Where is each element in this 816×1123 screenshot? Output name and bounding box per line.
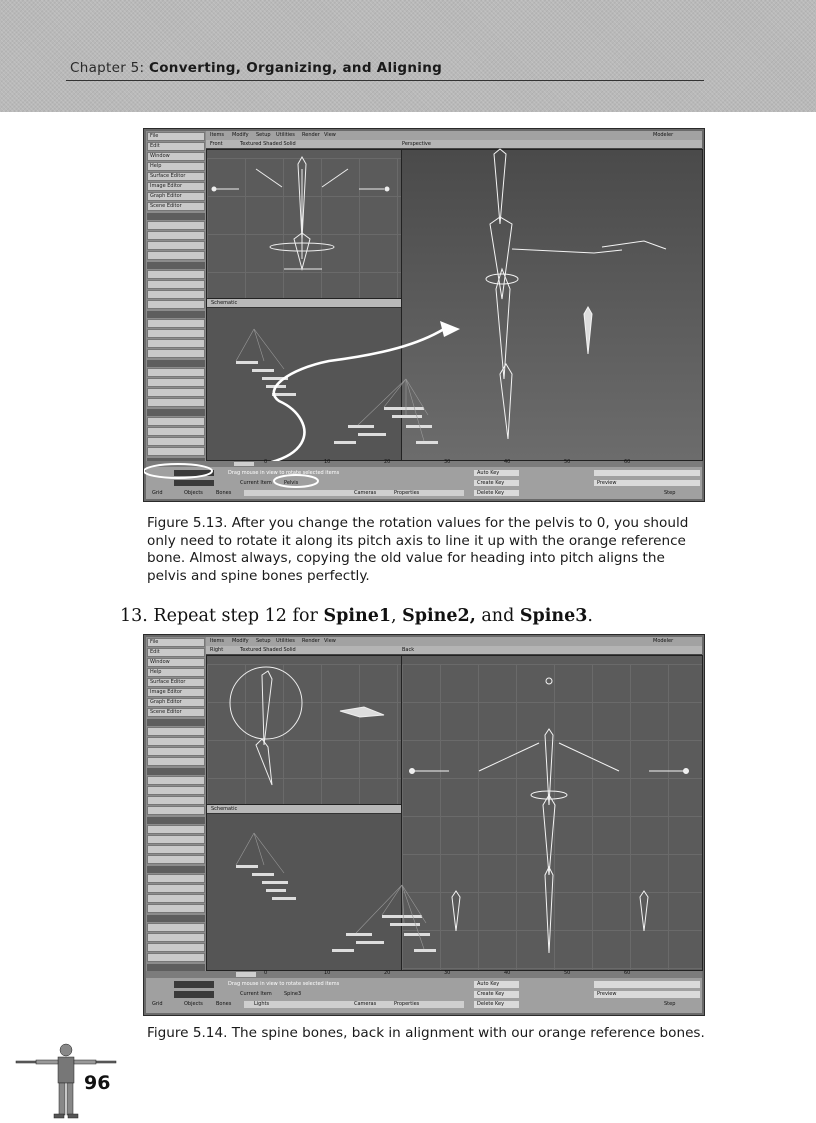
step-sep: ,: [391, 606, 403, 626]
tab-items: Items: [210, 638, 224, 644]
preview-button[interactable]: Preview: [597, 991, 617, 997]
tick-50: 50: [564, 970, 571, 976]
sidebar-image-editor: Image Editor: [147, 182, 205, 191]
sidebar-edit: Edit: [147, 648, 205, 657]
header-rule: [66, 80, 704, 81]
figure-5-13-screenshot: [143, 128, 705, 502]
tick-30: 30: [444, 459, 451, 465]
current-item-value[interactable]: Spine3: [284, 991, 302, 997]
tab-render: Render: [302, 132, 320, 138]
tab-modify: Modify: [232, 638, 249, 644]
tab-setup: Setup: [256, 638, 271, 644]
auto-key-button[interactable]: Auto Key: [477, 981, 500, 987]
sidebar-scene-editor: Scene Editor: [147, 202, 205, 211]
properties-button[interactable]: Properties: [394, 490, 420, 496]
modeler-label: Modeler: [653, 638, 674, 644]
step-field: Step: [664, 490, 676, 496]
objects-button[interactable]: Objects: [184, 490, 203, 496]
step-end: .: [587, 606, 593, 626]
sidebar-window: Window: [147, 152, 205, 161]
current-item-label: Current Item: [240, 991, 272, 997]
figure-5-14-artwork: [144, 635, 704, 1015]
delete-key-button[interactable]: Delete Key: [477, 1001, 505, 1007]
tick-50: 50: [564, 459, 571, 465]
create-key-button[interactable]: Create Key: [477, 991, 505, 997]
tick-60: 60: [624, 970, 631, 976]
schematic-label: Schematic: [211, 806, 238, 812]
sidebar-file: File: [147, 132, 205, 141]
cameras-button[interactable]: Cameras: [354, 1001, 377, 1007]
sidebar-scene-editor: Scene Editor: [147, 708, 205, 717]
tick-0: 0: [264, 970, 268, 976]
sidebar-graph-editor: Graph Editor: [147, 698, 205, 707]
schematic-label: Schematic: [211, 300, 238, 306]
tab-render: Render: [302, 638, 320, 644]
bones-button[interactable]: Bones: [216, 490, 232, 496]
properties-button[interactable]: Properties: [394, 1001, 420, 1007]
sidebar-window: Window: [147, 658, 205, 667]
tick-40: 40: [504, 459, 511, 465]
chapter-title: Converting, Organizing, and Aligning: [149, 60, 443, 76]
chapter-header-band: [0, 0, 816, 112]
tick-30: 30: [444, 970, 451, 976]
status-text: Drag mouse in view to rotate selected items: [228, 470, 340, 476]
tab-view: View: [324, 132, 336, 138]
sidebar-image-editor: Image Editor: [147, 688, 205, 697]
step-bone-2: Spine2,: [402, 606, 476, 626]
tick-20: 20: [384, 970, 391, 976]
grid-label: Grid: [152, 1001, 163, 1007]
tab-setup: Setup: [256, 132, 271, 138]
page-number: 96: [84, 1072, 111, 1094]
figure-5-14-screenshot: [143, 634, 705, 1016]
modeler-label: Modeler: [653, 132, 674, 138]
shaded-label: Textured Shaded Solid: [240, 647, 296, 653]
figure-5-13-artwork: [144, 129, 704, 501]
tick-10: 10: [324, 459, 331, 465]
view-back-label: Back: [402, 647, 415, 653]
tab-utilities: Utilities: [276, 132, 295, 138]
figure-5-14-caption: Figure 5.14. The spine bones, back in alignment with our orange reference bones.: [147, 1025, 705, 1041]
sidebar-help: Help: [147, 668, 205, 677]
step-text-pre: Repeat step 12 for: [153, 606, 324, 626]
cameras-button[interactable]: Cameras: [354, 490, 377, 496]
step-bone-1: Spine1: [323, 606, 392, 626]
tab-utilities: Utilities: [276, 638, 295, 644]
objects-button[interactable]: Objects: [184, 1001, 203, 1007]
chapter-prefix: Chapter 5:: [70, 60, 149, 76]
sidebar-edit: Edit: [147, 142, 205, 151]
tick-0: 0: [264, 459, 268, 465]
sidebar-graph-editor: Graph Editor: [147, 192, 205, 201]
delete-key-button[interactable]: Delete Key: [477, 490, 505, 496]
tick-20: 20: [384, 459, 391, 465]
step-mid: and: [475, 606, 520, 626]
tab-view: View: [324, 638, 336, 644]
shaded-label: Textured Shaded Solid: [240, 141, 296, 147]
sidebar-help: Help: [147, 162, 205, 171]
step-field: Step: [664, 1001, 676, 1007]
tick-10: 10: [324, 970, 331, 976]
bones-button[interactable]: Bones: [216, 1001, 232, 1007]
step-bone-3: Spine3: [519, 606, 588, 626]
create-key-button[interactable]: Create Key: [477, 480, 505, 486]
current-item-label: Current Item: [240, 480, 272, 486]
figure-5-13-caption: Figure 5.13. After you change the rotation values for the pelvis to 0, you should only need to rotate it along its pitch axis to line it up with the orange reference bone. Almost always, copying the old value for heading into pitch aligns the pelvis and spine bones perfectly.: [147, 515, 689, 584]
tick-60: 60: [624, 459, 631, 465]
preview-button[interactable]: Preview: [597, 480, 617, 486]
sidebar-file: File: [147, 638, 205, 647]
tick-40: 40: [504, 970, 511, 976]
step-number: 13.: [120, 606, 148, 626]
view-perspective-label: Perspective: [402, 141, 431, 147]
sidebar-surface-editor: Surface Editor: [147, 678, 205, 687]
current-item-value[interactable]: Pelvis: [284, 480, 299, 486]
tab-items: Items: [210, 132, 224, 138]
chapter-heading: [70, 60, 442, 76]
step-13: [120, 606, 593, 626]
grid-label: Grid: [152, 490, 163, 496]
tab-modify: Modify: [232, 132, 249, 138]
auto-key-button[interactable]: Auto Key: [477, 470, 500, 476]
lights-button[interactable]: Lights: [254, 1001, 270, 1007]
status-text: Drag mouse in view to rotate selected items: [228, 981, 340, 987]
view-right-label: Right: [210, 647, 224, 653]
sidebar-surface-editor: Surface Editor: [147, 172, 205, 181]
view-front-label: Front: [210, 141, 223, 147]
